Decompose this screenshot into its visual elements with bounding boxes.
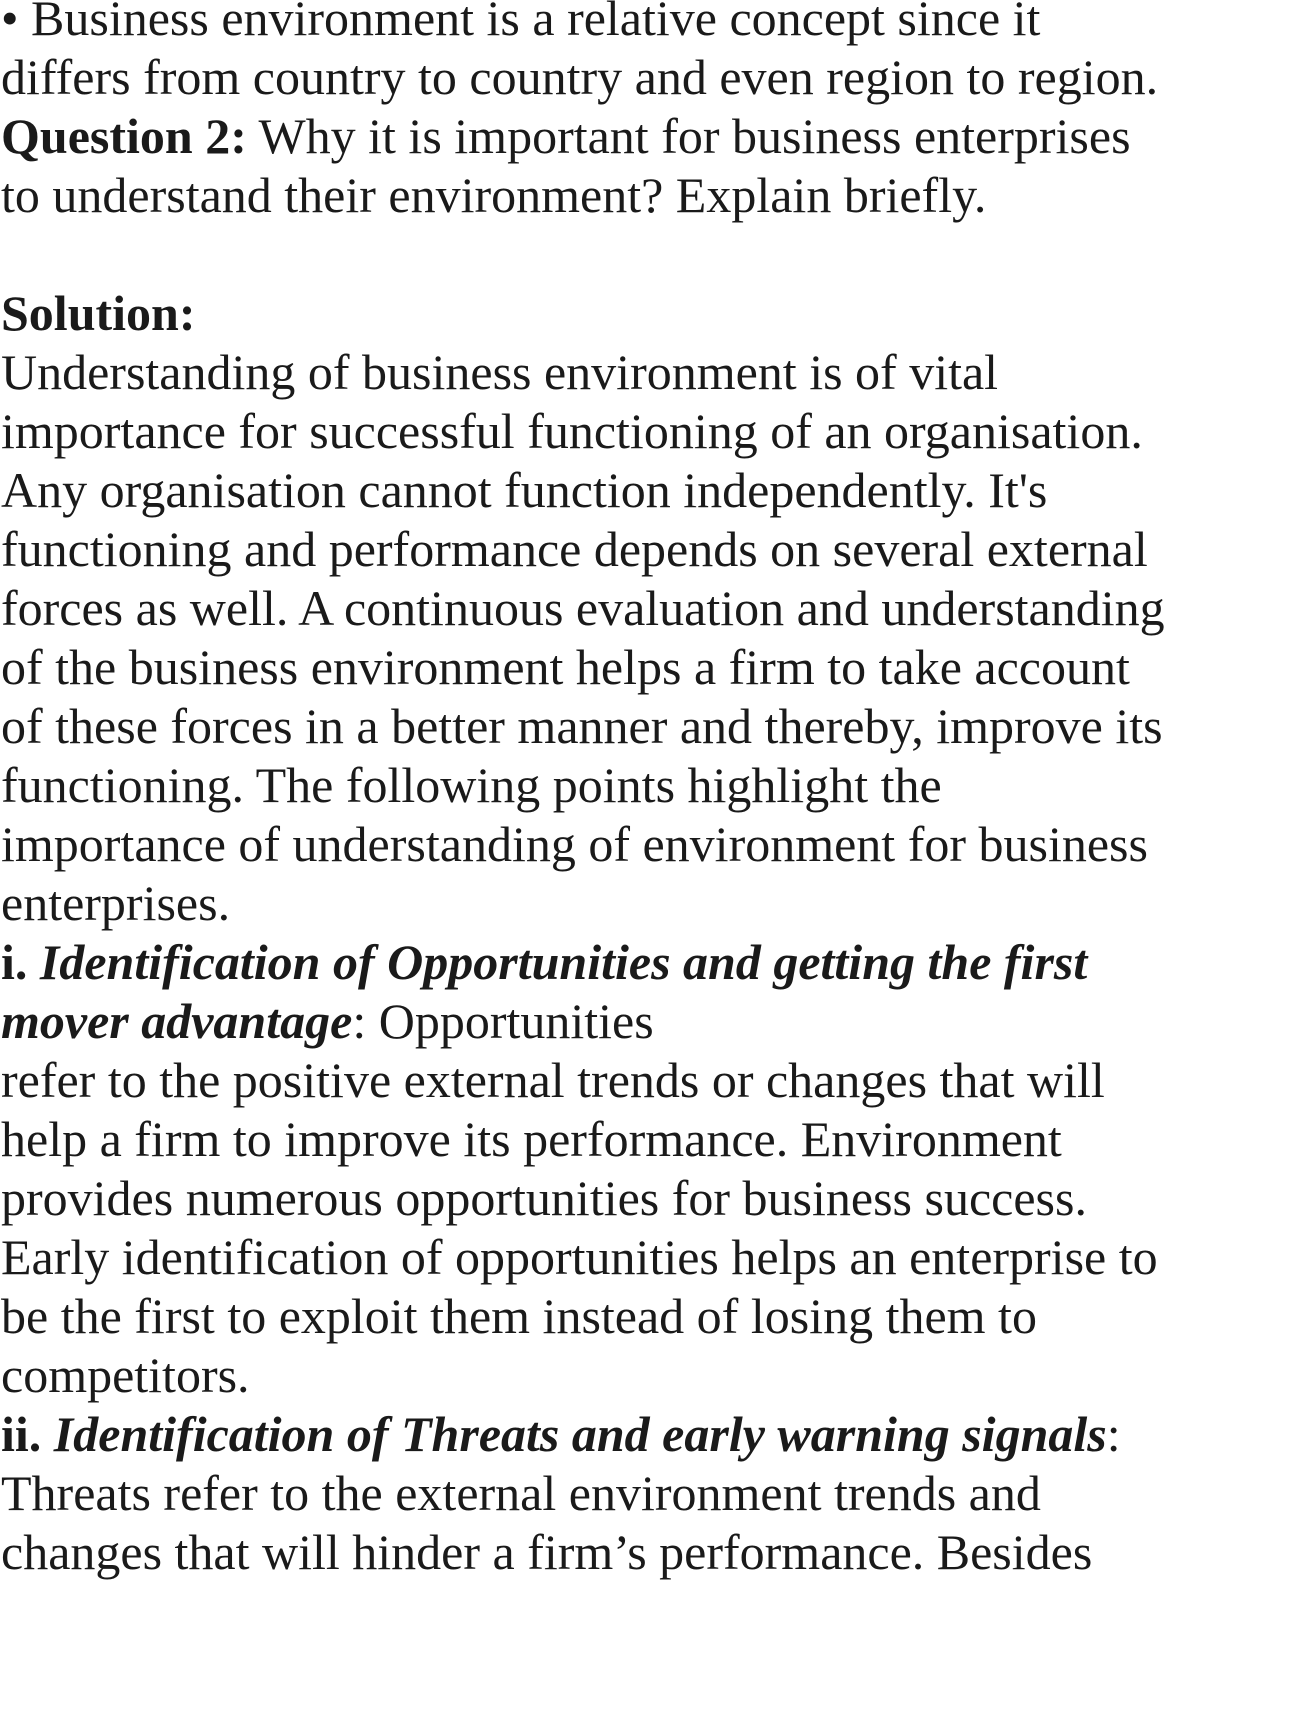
solution-line-7: of these forces in a better manner and thereby, improve its <box>1 698 1163 754</box>
solution-line-9: importance of understanding of environment for business <box>1 816 1148 872</box>
question-text-1: Why it is important for business enterprises <box>246 108 1131 164</box>
point-i-numeral: i. <box>1 934 40 990</box>
point-ii-numeral: ii. <box>1 1406 54 1462</box>
point-i-body-line-2: help a firm to improve its performance. Environment <box>1 1111 1062 1167</box>
bullet-line-2: differs from country to country and even region to region. <box>1 49 1159 105</box>
solution-line-5: forces as well. A continuous evaluation and understanding <box>1 580 1165 636</box>
solution-line-1: Understanding of business environment is of vital <box>1 344 999 400</box>
solution-line-4: functioning and performance depends on several external <box>1 521 1148 577</box>
point-i-body-line-4: Early identification of opportunities helps an enterprise to <box>1 1229 1158 1285</box>
solution-line-2: importance for successful functioning of an organisation. <box>1 403 1143 459</box>
bullet-line-1: • Business environment is a relative concept since it <box>1 0 1041 46</box>
solution-line-3: Any organisation cannot function independently. It's <box>1 462 1048 518</box>
question-line-2: to understand their environment? Explain briefly. <box>1 167 987 223</box>
question-line-1 <box>1 105 1131 169</box>
point-i-title-1: Identification of Opportunities and getting the first <box>39 934 1088 990</box>
point-i-title-2: mover advantage <box>1 993 353 1049</box>
point-ii-title-line <box>1 1403 1121 1467</box>
point-i-body-line-3: provides numerous opportunities for business success. <box>1 1170 1087 1226</box>
solution-line-6: of the business environment helps a firm to take account <box>1 639 1130 695</box>
solution-line-8: functioning. The following points highlight the <box>1 757 942 813</box>
point-i-title-line-2 <box>1 990 654 1054</box>
point-i-body-line-5: be the first to exploit them instead of losing them to <box>1 1288 1037 1344</box>
solution-line-10: enterprises. <box>1 875 231 931</box>
solution-heading: Solution: <box>1 285 196 341</box>
question-label: Question 2: <box>1 108 247 164</box>
point-i-body-line-6: competitors. <box>1 1347 250 1403</box>
point-i-title-line-1 <box>1 931 1087 995</box>
point-ii-title: Identification of Threats and early warning signals <box>53 1406 1107 1462</box>
point-ii-body-line-2: changes that will hinder a firm’s performance. Besides <box>1 1524 1093 1580</box>
point-ii-title-tail: : <box>1106 1406 1121 1462</box>
point-ii-body-line-1: Threats refer to the external environment trends and <box>1 1465 1041 1521</box>
point-i-title-tail: : Opportunities <box>352 993 654 1049</box>
point-i-body-line-1: refer to the positive external trends or changes that will <box>1 1052 1105 1108</box>
